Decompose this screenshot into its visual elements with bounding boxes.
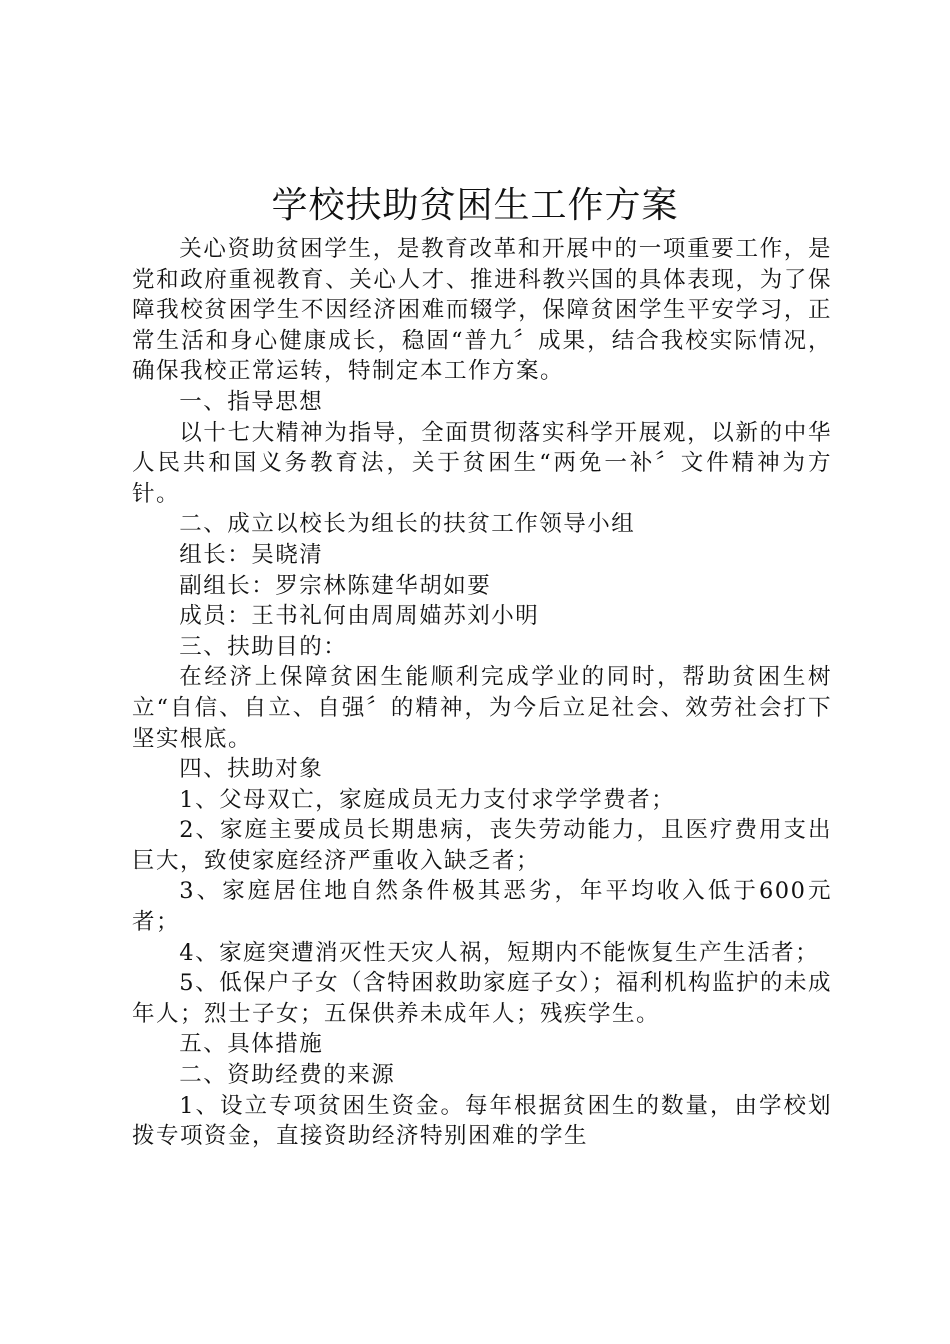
target-item-2: 2、家庭主要成员长期患病，丧失劳动能力，且医疗费用支出巨大，致使家庭经济严重收入缺乏者； [132, 817, 832, 874]
target-item-5: 5、低保户子女（含特困救助家庭子女）；福利机构监护的未成年人；烈士子女；五保供养未成年人；残疾学生。 [132, 970, 832, 1027]
paragraph-guiding-thought: 以十七大精神为指导，全面贯彻落实科学开展观，以新的中华人民共和国义务教育法，关于贫困生“两免一补〞文件精神为方针。 [132, 419, 832, 507]
heading-measures: 五、具体措施 [179, 1031, 324, 1058]
target-item-3: 3、家庭居住地自然条件极其恶劣，年平均收入低于600元者； [132, 878, 832, 936]
target-item-4: 4、家庭突遭消灭性天灾人祸，短期内不能恢复生产生活者； [179, 939, 820, 966]
document-body [132, 234, 832, 1152]
paragraph-intro: 关心资助贫困学生，是教育改革和开展中的一项重要工作，是党和政府重视教育、关心人才、推进科教兴国的具体表现，为了保障我校贫困学生不因经济困难而辍学，保障贫困学生平安学习，正常生活和身心健康成长，稳固“普九〞成果，结合我校实际情况，确保我校正常运转，特制定本工作方案。 [132, 236, 832, 385]
paragraph-purpose: 在经济上保障贫困生能顺利完成学业的同时，帮助贫困生树立“自信、自立、自强〞的精神，为今后立足社会、效劳社会打下坚实根底。 [132, 664, 832, 752]
document-title: 学校扶助贫困生工作方案 [271, 185, 679, 226]
heading-purpose: 三、扶助目的： [179, 633, 348, 660]
deputy-leaders: 副组长：罗宗林陈建华胡如要 [179, 572, 492, 599]
funding-item-1: 1、设立专项贫困生资金。每年根据贫困生的数量，由学校划拨专项资金，直接资助经济特别困难的学生 [132, 1092, 832, 1150]
heading-funding-source: 二、资助经费的来源 [179, 1062, 396, 1089]
heading-guiding-thought: 一、指导思想 [179, 388, 324, 415]
group-leader: 组长：吴晓清 [179, 541, 324, 568]
heading-targets: 四、扶助对象 [179, 756, 324, 783]
heading-leadership-group: 二、成立以校长为组长的扶贫工作领导小组 [179, 511, 636, 538]
group-members: 成员：王书礼何由周周媌苏刘小明 [179, 603, 540, 630]
target-item-1: 1、父母双亡，家庭成员无力支付求学学费者； [179, 786, 676, 813]
